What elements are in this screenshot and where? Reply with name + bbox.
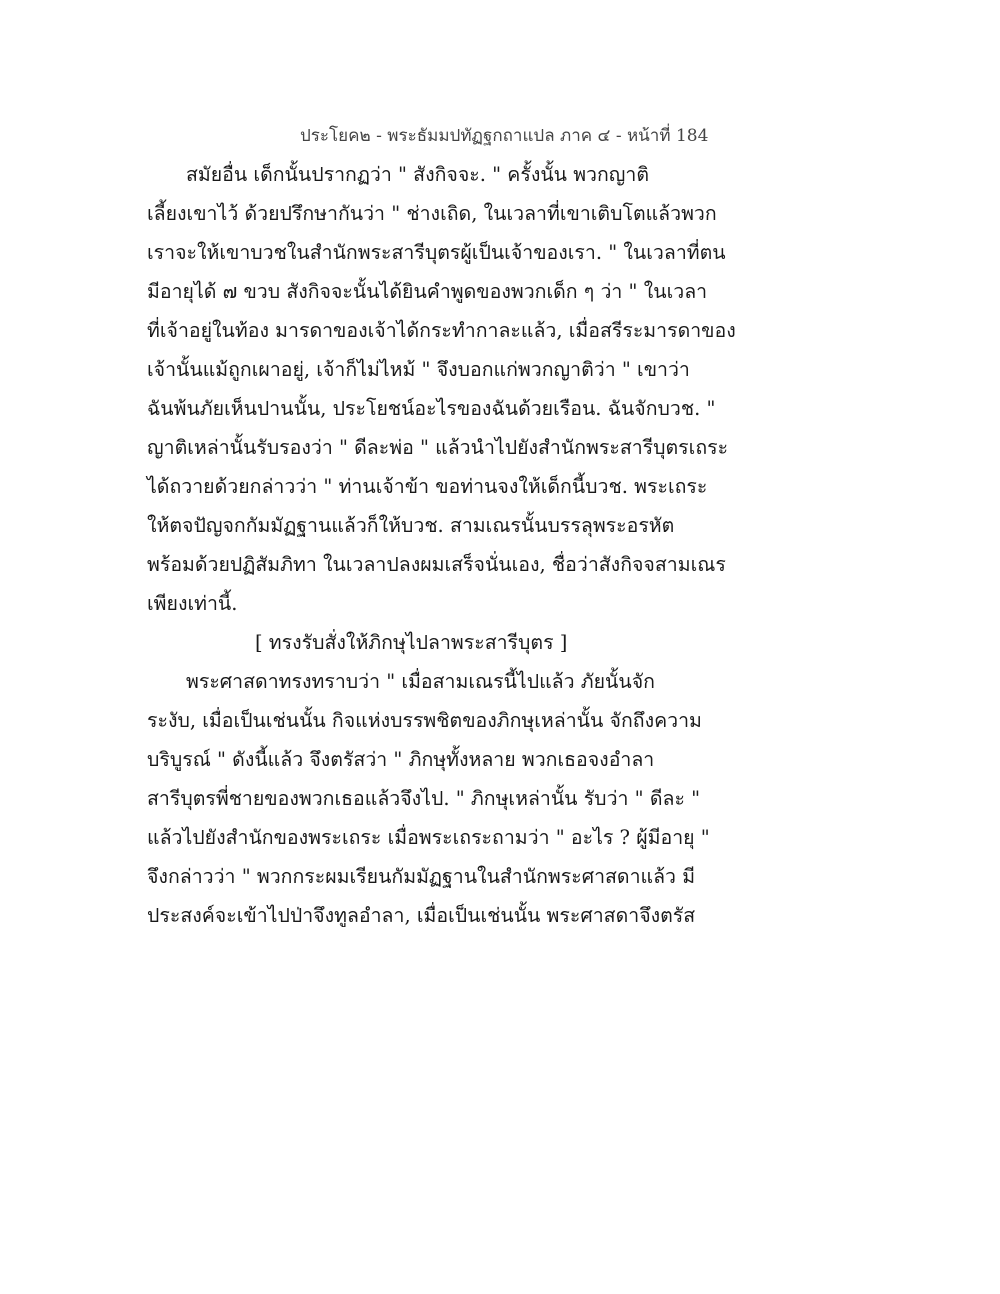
text-line: จึงกล่าวว่า " พวกกระผมเรียนกัมมัฏฐานในสำนักพระศาสดาแล้ว มี: [147, 865, 696, 888]
text-line: สารีบุตรพี่ชายของพวกเธอแล้วจึงไป. " ภิกษุเหล่านั้น รับว่า " ดีละ ": [147, 787, 701, 810]
text-line: ประสงค์จะเข้าไปป่าจึงทูลอำลา, เมื่อเป็นเช่นนั้น พระศาสดาจึงตรัส: [147, 904, 696, 927]
text-line: บริบูรณ์ " ดังนี้แล้ว จึงตรัสว่า " ภิกษุทั้งหลาย พวกเธอจงอำลา: [147, 748, 655, 771]
text-line: ระงับ, เมื่อเป็นเช่นนั้น กิจแห่งบรรพชิตของภิกษุเหล่านั้น จักถึงความ: [147, 709, 702, 732]
text-line: แล้วไปยังสำนักของพระเถระ เมื่อพระเถระถามว่า " อะไร ? ผู้มีอายุ ": [147, 826, 710, 849]
text-line: พระศาสดาทรงทราบว่า " เมื่อสามเณรนี้ไปแล้ว ภัยนั้นจัก: [186, 670, 655, 693]
section-heading: [ ทรงรับสั่งให้ภิกษุไปลาพระสารีบุตร ]: [255, 631, 568, 654]
text-line: เราจะให้เขาบวชในสำนักพระสารีบุตรผู้เป็นเจ้าของเรา. " ในเวลาที่ตน: [147, 241, 726, 264]
text-line: ฉันพ้นภัยเห็นปานนั้น, ประโยชน์อะไรของฉันด้วยเรือน. ฉันจักบวช. ": [147, 397, 716, 420]
text-line: ให้ตจปัญจกกัมมัฏฐานแล้วก็ให้บวช. สามเณรนั้นบรรลุพระอรหัต: [147, 514, 675, 537]
text-line: เพียงเท่านี้.: [147, 592, 238, 615]
text-line: ได้ถวายด้วยกล่าวว่า " ท่านเจ้าข้า ขอท่านจงให้เด็กนี้บวช. พระเถระ: [147, 475, 708, 498]
text-line: เจ้านั้นแม้ถูกเผาอยู่, เจ้าก็ไม่ไหม้ " จึงบอกแก่พวกญาติว่า " เขาว่า: [147, 358, 690, 381]
text-line: ญาติเหล่านั้นรับรองว่า " ดีละพ่อ " แล้วนำไปยังสำนักพระสารีบุตรเถระ: [147, 436, 729, 459]
text-line: ที่เจ้าอยู่ในท้อง มารดาของเจ้าได้กระทำกาละแล้ว, เมื่อสรีระมารดาของ: [147, 319, 736, 342]
text-line: เลี้ยงเขาไว้ ด้วยปรึกษากันว่า " ช่างเถิด, ในเวลาที่เขาเติบโตแล้วพวก: [147, 202, 717, 225]
text-line: มีอายุได้ ๗ ขวบ สังกิจจะนั้นได้ยินคำพูดของพวกเด็ก ๆ ว่า " ในเวลา: [147, 280, 708, 303]
page-header: ประโยค๒ - พระธัมมปทัฏฐกถาแปล ภาค ๔ - หน้าที่ 184: [300, 126, 709, 146]
text-line: สมัยอื่น เด็กนั้นปรากฏว่า " สังกิจจะ. " ครั้งนั้น พวกญาติ: [186, 163, 650, 186]
text-line: พร้อมด้วยปฏิสัมภิทา ในเวลาปลงผมเสร็จนั่นเอง, ชื่อว่าสังกิจจสามเณร: [147, 553, 726, 576]
